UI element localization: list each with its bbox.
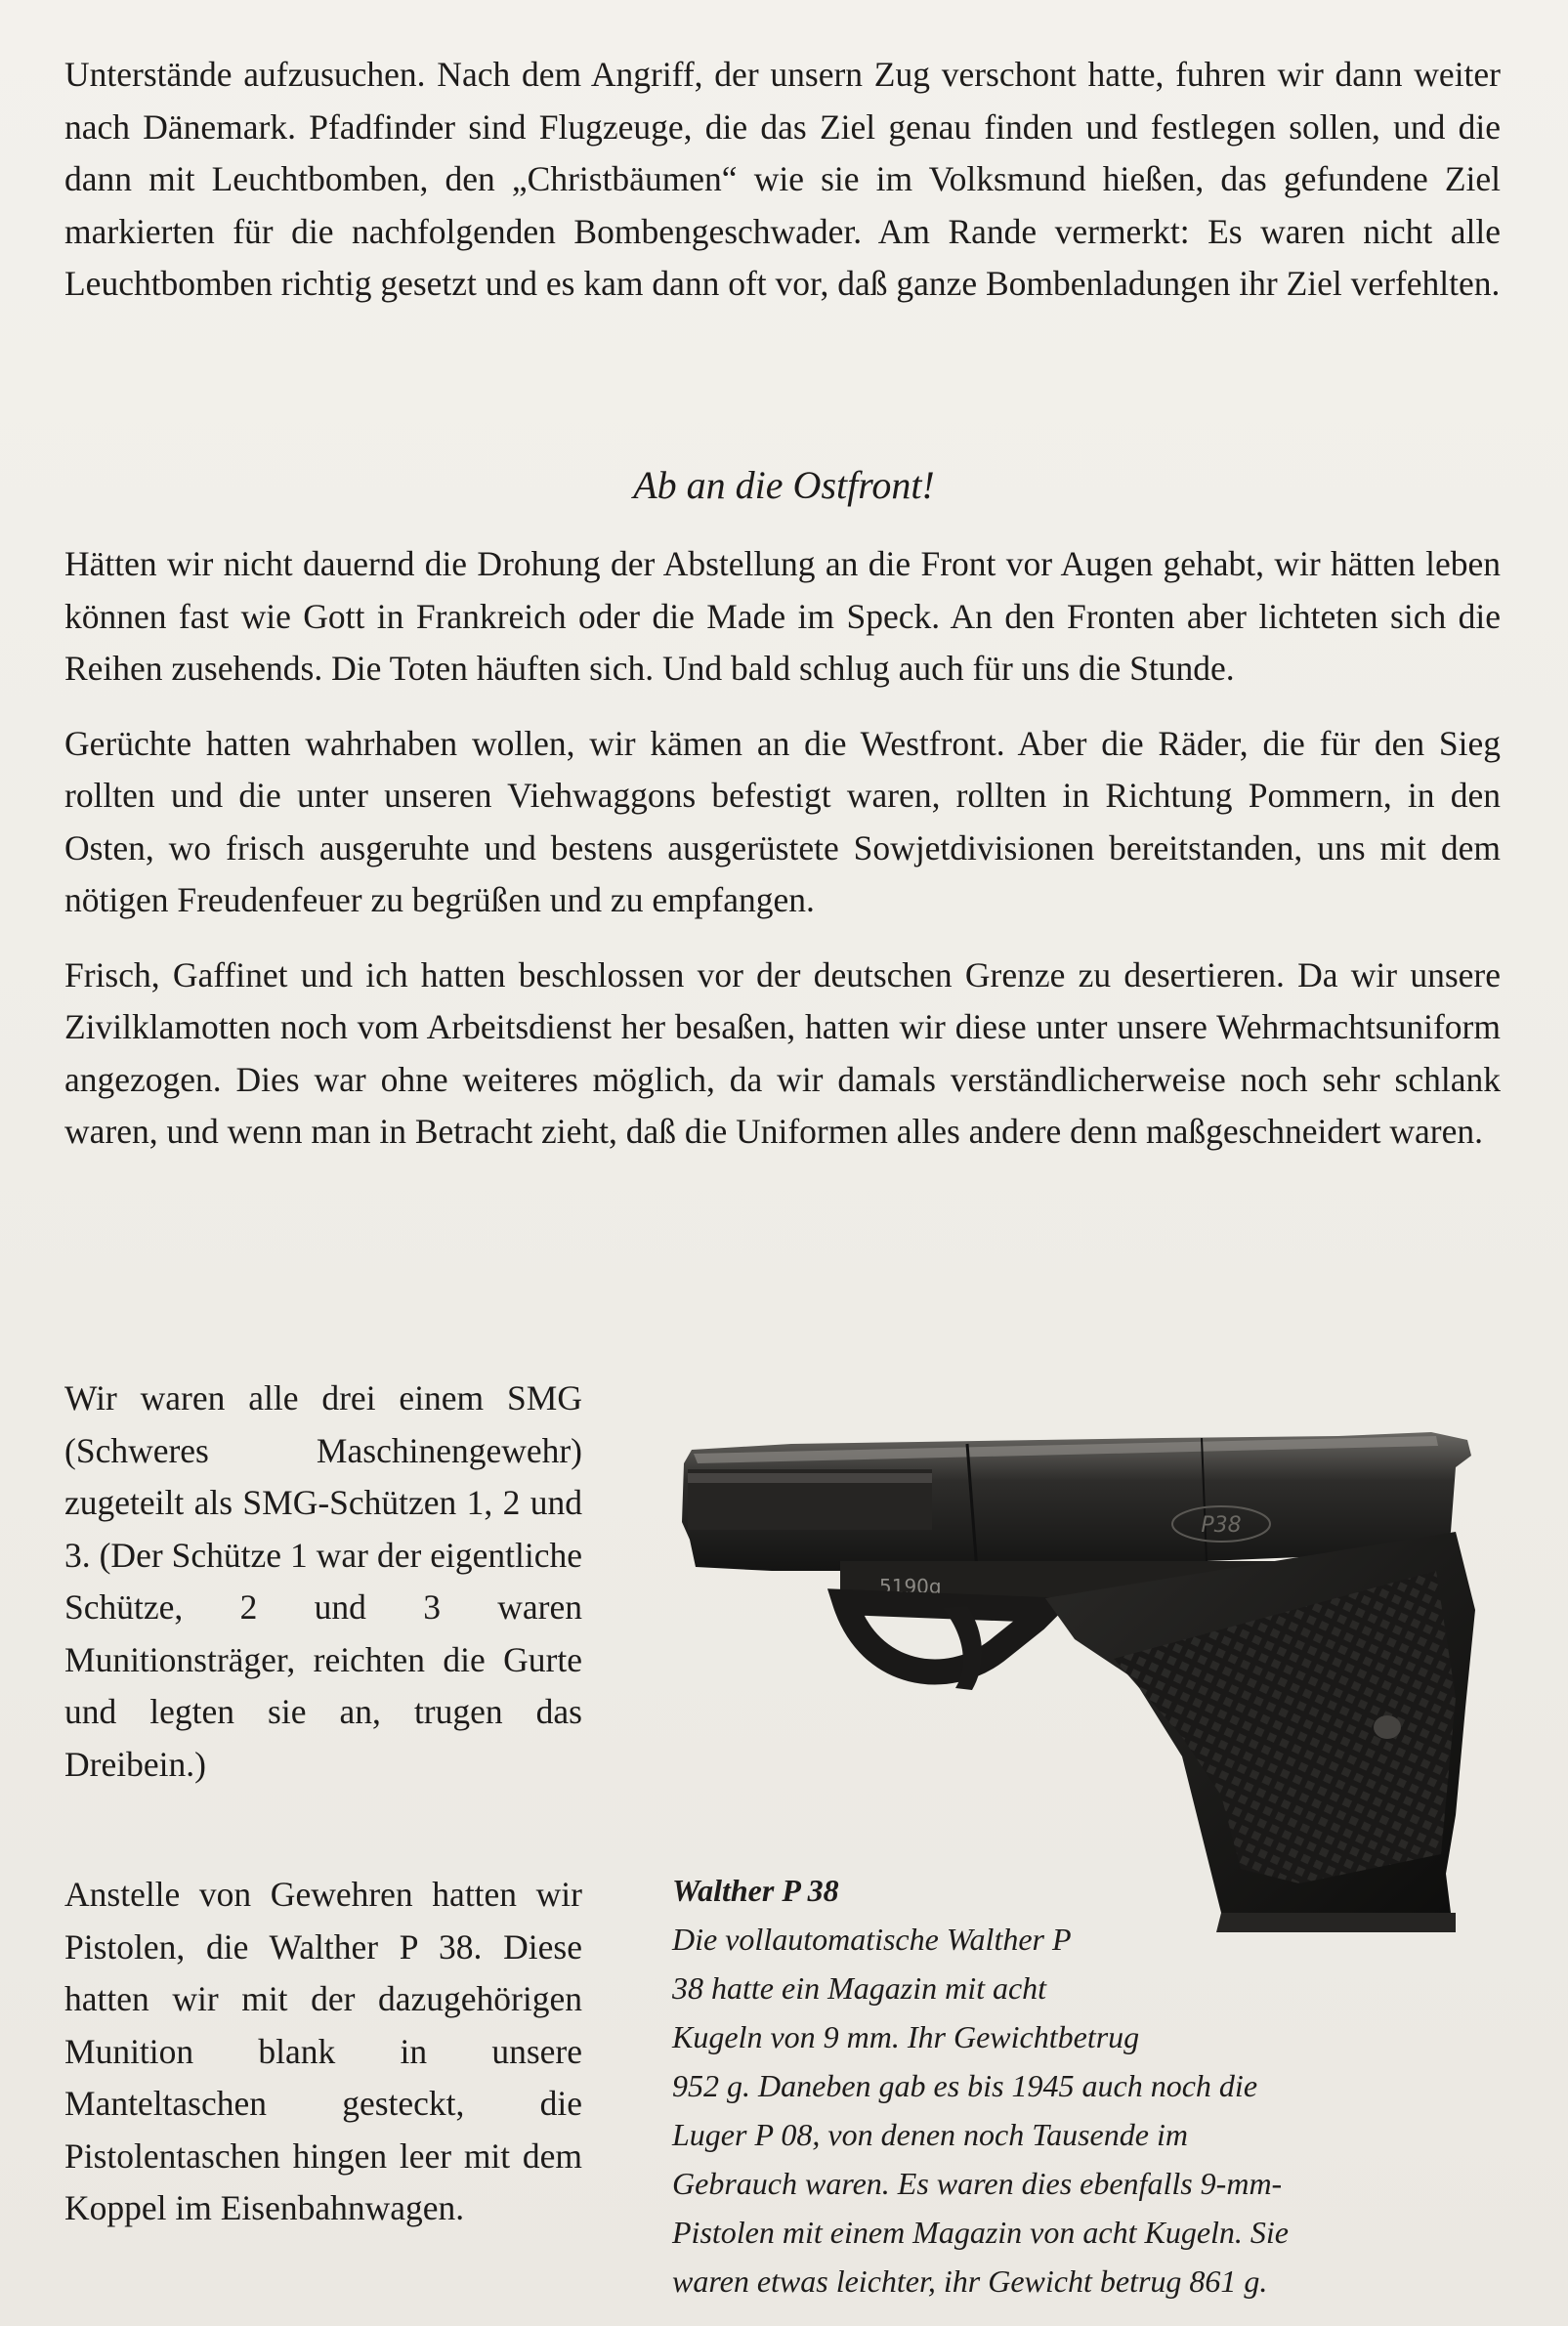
intro-paragraph: Unterstände aufzusuchen. Nach dem Angriff, der unsern Zug verschont hatte, fuhren wir dann weiter nach Dänemark. Pfadfinder sind Flugzeuge, die das Ziel genau finden und festlegen sollen, und die dann mit Leuchtbomben, den „Christbäumen“ wie sie im Volksmund hießen, das gefundene Ziel markierten für die nachfolgenden Bombengeschwader. Am Rande vermerkt: Es waren nicht alle Leuchtbomben richtig gesetzt und es kam dann oft vor, daß ganze Bombenladungen ihr Ziel verfehlten.	[64, 55, 1501, 303]
paragraph-1: Hätten wir nicht dauernd die Drohung der Abstellung an die Front vor Augen gehabt, wir hätten leben können fast wie Gott in Frankreich oder die Made im Speck. An den Fronten aber lichteten sich die Reihen zusehends. Die Toten häuften sich. Und bald schlug auch für uns die Stunde.	[64, 544, 1501, 688]
serial-marking: 5190g	[879, 1575, 942, 1598]
section-heading: Ab an die Ostfront!	[633, 463, 935, 507]
text-column-main	[64, 538, 1501, 1159]
caption-title: Walther P 38	[672, 1873, 839, 1908]
caption-line: 38 hatte ein Magazin mit acht	[672, 1970, 1047, 2006]
caption-line: Luger P 08, von denen noch Tausende im	[672, 2117, 1188, 2152]
paragraph-4-column	[64, 1373, 582, 1791]
paragraph-4: Wir waren alle drei einem SMG (Schweres Maschinengewehr) zugeteilt als SMG-Schützen 1, 2 und 3. (Der Schütze 1 war der eigentliche Schütze, 2 und 3 waren Munitionsträger, reichten die Gurte und legten sie an, trugen das Dreibein.)	[64, 1378, 582, 1784]
paragraph-5: Anstelle von Gewehren hatten wir Pistolen, die Walther P 38. Diese hatten wir mit der dazugehörigen Munition blank in unsere Manteltaschen gesteckt, die Pistolentaschen hingen leer mit dem Koppel im Eisenbahnwagen.	[64, 1875, 582, 2227]
caption-line: Kugeln von 9 mm. Ihr Gewichtbetrug	[672, 2019, 1140, 2054]
text-column-top	[64, 49, 1501, 311]
paragraph-3: Frisch, Gaffinet und ich hatten beschlossen vor der deutschen Grenze zu desertieren. Da wir unsere Zivilklamotten noch vom Arbeitsdienst her besaßen, hatten wir diese unter unsere Wehrmachtsuniform angezogen. Dies war ohne weiteres möglich, da wir damals verständlicherweise noch sehr schlank waren, und wenn man in Betracht zieht, daß die Uniformen alles andere denn maßgeschneidert waren.	[64, 954, 1501, 1151]
caption-line: Die vollautomatische Walther P	[672, 1922, 1072, 1957]
slide-marking: P38	[1201, 1513, 1242, 1538]
paragraph-5-column	[64, 1869, 582, 2235]
caption-line: 952 g. Daneben gab es bis 1945 auch noch die	[672, 2068, 1258, 2103]
paragraph-2: Gerüchte hatten wahrhaben wollen, wir kämen an die Westfront. Aber die Räder, die für den Sieg rollten und die unter unseren Viehwaggons befestigt waren, rollten in Richtung Pommern, in den Osten, wo frisch ausgeruhte und bestens ausgerüstete Sowjetdivisionen bereitstanden, uns mit dem nötigen Freudenfeuer zu begrüßen und zu empfangen.	[64, 723, 1501, 919]
caption-line: waren etwas leichter, ihr Gewicht betrug 861 g.	[672, 2263, 1268, 2299]
figure-caption	[672, 1866, 1512, 2305]
caption-line: Gebrauch waren. Es waren dies ebenfalls 9-mm-	[672, 2166, 1283, 2201]
caption-line: Pistolen mit einem Magazin von acht Kugeln. Sie	[672, 2215, 1289, 2250]
